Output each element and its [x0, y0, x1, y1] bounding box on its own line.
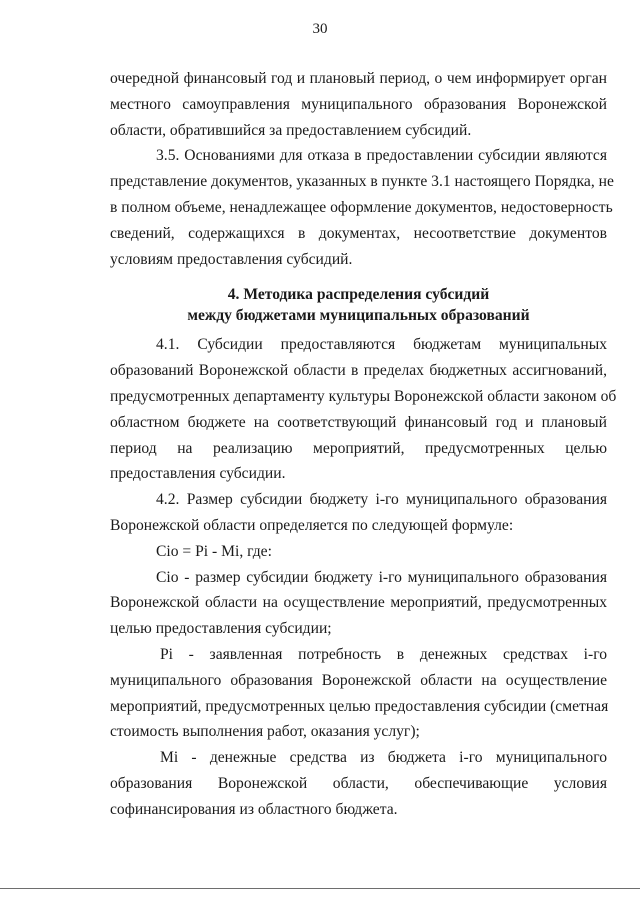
text-line: предоставления субсидии. — [110, 465, 286, 483]
page-number: 30 — [312, 21, 328, 37]
text-line: стоимость выполнения работ, оказания услуг); — [110, 723, 420, 741]
text-line: местного самоуправления муниципального образования Воронежской — [110, 95, 607, 113]
text-line: Воронежской области определяется по следующей формуле: — [110, 516, 514, 534]
text-line: очередной финансовый год и плановый период, о чем информирует орган — [110, 70, 607, 87]
paragraph-continuation — [110, 66, 607, 143]
text-line: 3.5. Основаниями для отказа в предоставлении субсидии являются — [156, 147, 607, 165]
text-line: целью предоставления субсидии; — [110, 620, 332, 638]
document-body — [110, 66, 617, 823]
section-heading — [110, 284, 607, 326]
paragraph-4-1 — [110, 332, 617, 487]
text-line: областном бюджете на соответствующий финансовый год и плановый — [110, 413, 607, 431]
definition-cio — [110, 565, 607, 642]
text-line: образований Воронежской области в пределах бюджетных ассигнований, — [110, 362, 607, 380]
text-line: представление документов, указанных в пункте 3.1 настоящего Порядка, не — [110, 173, 614, 191]
text-line: Сiо - размер субсидии бюджету i-го муниципального образования — [156, 568, 607, 586]
text-line: предусмотренных департаменту культуры Воронежской области законом об — [110, 387, 617, 405]
text-line: 4.1. Субсидии предоставляются бюджетам муниципальных — [156, 336, 607, 354]
text-line: сведений, содержащихся в документах, несоответствие документов — [110, 224, 607, 242]
text-line: Рi - заявленная потребность в денежных средствах i-го — [160, 645, 607, 663]
formula: Сiо = Рi - Мi, где: — [156, 542, 272, 560]
text-line: в полном объеме, ненадлежащее оформление документов, недостоверность — [110, 198, 613, 216]
text-line: 4.2. Размер субсидии бюджету i-го муниципального образования — [156, 491, 607, 509]
text-line: области, обратившийся за предоставлением субсидий. — [110, 121, 472, 139]
text-line: муниципального образования Воронежской области на осуществление — [110, 671, 607, 689]
paragraph-4-2 — [110, 487, 607, 539]
paragraph-3-5 — [110, 143, 614, 272]
heading-line: между бюджетами муниципальных образований — [187, 307, 530, 325]
text-line: софинансирования из областного бюджета. — [110, 800, 398, 818]
heading-line: 4. Методика распределения субсидий — [227, 286, 490, 304]
definition-pi — [110, 642, 607, 745]
scan-edge-line — [0, 888, 640, 889]
text-line: мероприятий, предусмотренных целью предоставления субсидии (сметная — [110, 697, 609, 715]
text-line: условиям предоставления субсидий. — [110, 250, 353, 268]
text-line: период на реализацию мероприятий, предусмотренных целью — [110, 439, 607, 457]
text-line: Мi - денежные средства из бюджета i-го муниципального — [160, 749, 607, 767]
definition-mi — [110, 745, 607, 822]
text-line: образования Воронежской области, обеспечивающие условия — [110, 774, 607, 792]
text-line: Воронежской области на осуществление мероприятий, предусмотренных — [110, 594, 607, 612]
